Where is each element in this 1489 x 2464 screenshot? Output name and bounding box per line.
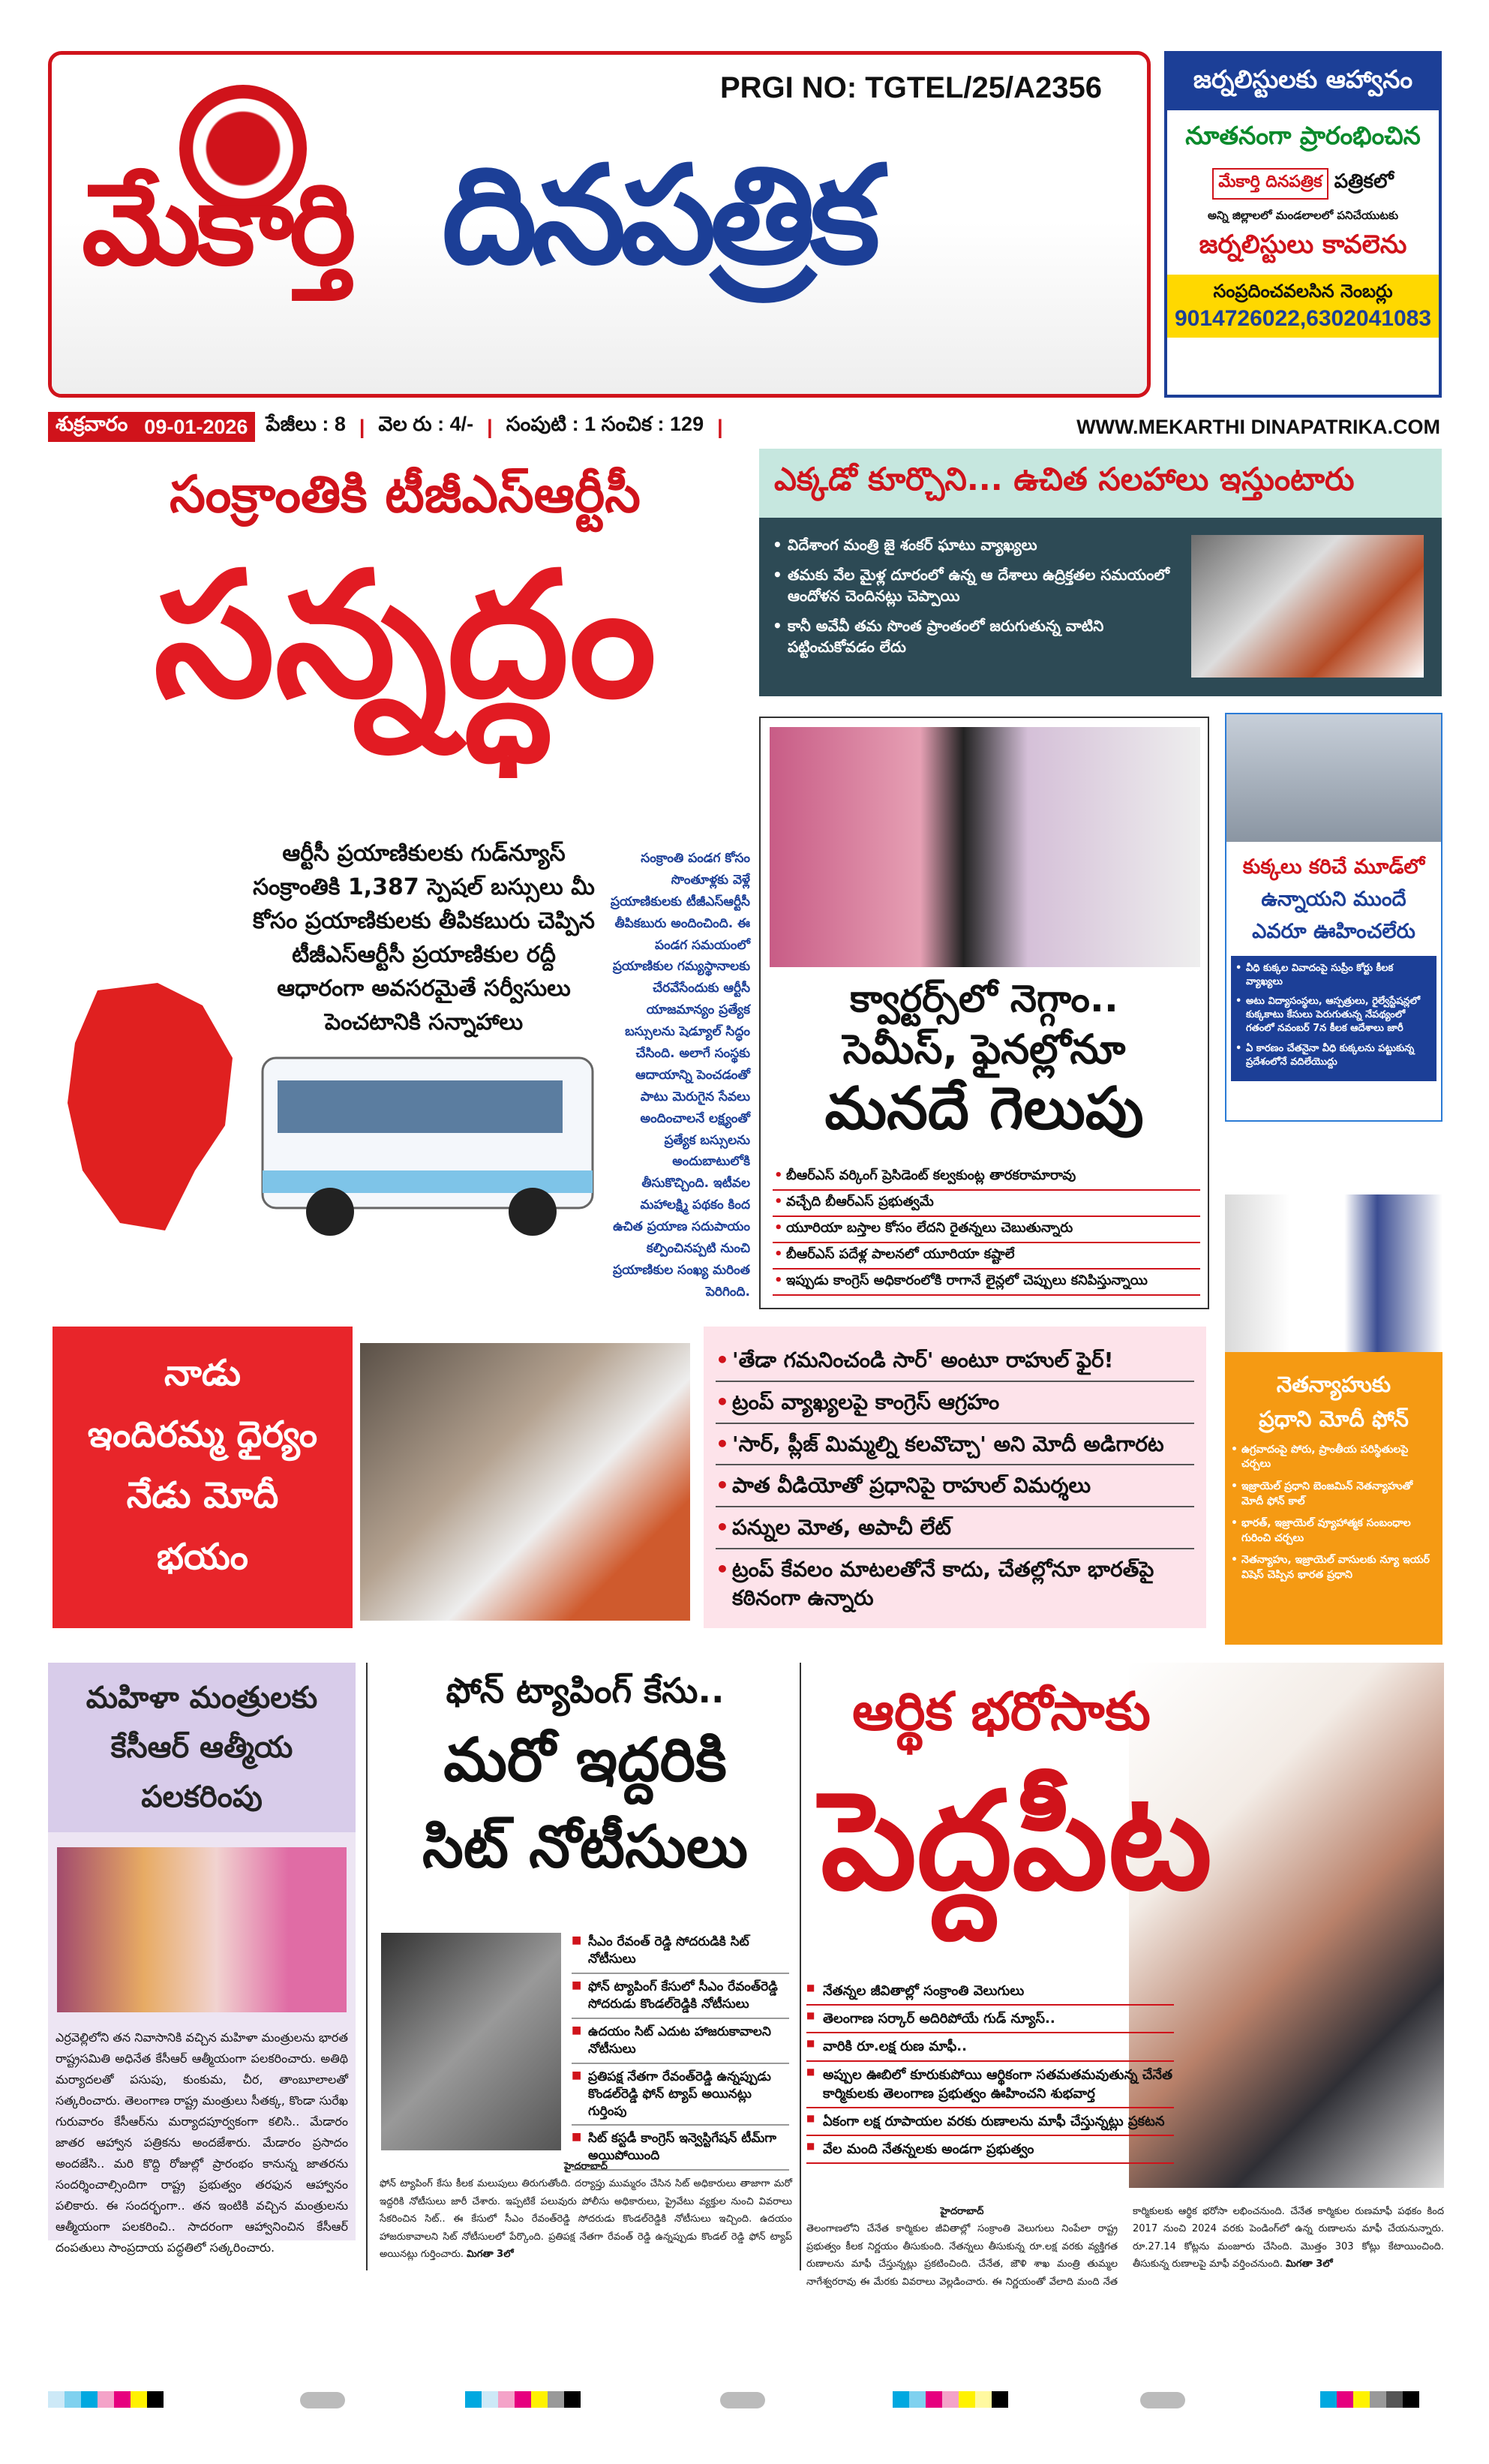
list-item: ■ ఏకంగా లక్ష రూపాయల వరకు రుణాలను మాఫీ చేస్తున్నట్లు ప్రకటన: [806, 2108, 1174, 2136]
rahul-bullets-box: [704, 1327, 1206, 1628]
page-count: పేజీలు : 8: [266, 413, 346, 435]
list-item: • అటు విద్యాసంస్థలు, ఆస్పత్రులు, రైల్వేస్టేషన్లలో కుక్కకాటు కేసులు పెరుగుతున్న నేపథ్యంలో గతంలో నవంబర్ 7న కీలక ఆదేశాలు జారీ: [1235, 995, 1432, 1036]
ad-title: జర్నలిస్టులకు ఆహ్వానం: [1167, 54, 1439, 110]
pt-headline-3: సిట్ నోటీసులు: [422, 1813, 748, 1881]
kcr-headline: [48, 1663, 356, 1832]
weekday: శుక్రవారం: [56, 413, 128, 435]
rahul-photo: [360, 1343, 690, 1621]
kcr-headline-3: పలకరింపు: [141, 1780, 263, 1814]
column-divider: [800, 1663, 801, 2270]
kcr-story: [48, 1663, 356, 2255]
list-item: ■ వేల మంది నేతన్నలకు అండగా ప్రభుత్వం: [806, 2136, 1174, 2164]
dogs-headline: [1226, 851, 1441, 948]
phone-tapping-story: [375, 1663, 795, 2270]
list-item: • భారత్, ఇజ్రాయెల్ వ్యూహాత్మక సంబంధాల గురించి చర్చలు: [1231, 1516, 1436, 1546]
print-color-bar: [465, 2391, 581, 2408]
separator: |: [359, 415, 365, 438]
revanth-story: [806, 1663, 1444, 2288]
masthead-title-red: మేకార్తి: [82, 160, 352, 290]
list-item: • పాత వీడియోతో ప్రధానిపై రాహుల్ విమర్శలు: [716, 1465, 1194, 1507]
rahul-bullets: [704, 1327, 1206, 1632]
rahul-headline-1: నాడు: [164, 1352, 241, 1394]
telangana-map-icon: [53, 975, 248, 1246]
jaishankar-headline: ఎక్కడో కూర్చొని... ఉచిత సలహాలు ఇస్తుంటారు: [759, 449, 1442, 518]
list-item: • ట్రంప్ కేవలం మాటలతోనే కాదు, చేతల్లోనూ భారత్‌పై కఠినంగా ఉన్నారు: [716, 1549, 1194, 1618]
list-item: • ట్రంప్ వ్యాఖ్యలపై కాంగ్రెస్ ఆగ్రహం: [716, 1382, 1194, 1424]
separator: |: [487, 415, 493, 438]
list-item: • తమకు వేల మైళ్ల దూరంలో ఉన్న ఆ దేశాలు ఉద్రిక్తతల సమయంలో ఆందోళన చెందినట్లు చెప్పాయి: [773, 564, 1193, 606]
registration-mark: [300, 2392, 345, 2408]
ktr-photo: [770, 727, 1200, 967]
list-item: • నెతన్యాహు, ఇజ్రాయెల్ వాసులకు న్యూ ఇయర్ విషెస్ చెప్పిన భారత ప్రధాని: [1231, 1553, 1436, 1582]
pt-dateline: హైదరాబాద్: [564, 2161, 608, 2172]
list-item: • ఇప్పుడు కాంగ్రెస్ అధికారంలోకి రాగానే లైన్లలో చెప్పులు కనిపిస్తున్నాయి: [773, 1270, 1200, 1296]
registration-mark: [720, 2392, 765, 2408]
modi-netanyahu-photo: [1225, 1194, 1442, 1352]
pt-headline-2: మరో ఇద్దరికి: [443, 1724, 727, 1795]
pt-bullets: [572, 1929, 789, 2171]
revanth-headline-2: పెద్దపీట: [820, 1762, 1212, 1920]
pt-continued: మిగతా 3లో: [467, 2248, 514, 2260]
ktr-headline-3: మనదే గెలుపు: [824, 1074, 1144, 1143]
ad-chip: మేకార్తి దినపత్రిక: [1212, 168, 1328, 200]
netanyahu-headline-2: ప్రధాని మోదీ ఫోన్: [1259, 1406, 1409, 1432]
print-color-bar: [1320, 2391, 1419, 2408]
revanth-headline-1: ఆర్థిక భరోసాకు: [852, 1681, 1151, 1742]
dogs-story: [1225, 713, 1442, 1122]
date-bar: [48, 411, 1440, 443]
list-item: ■ వారికి రూ.లక్ష రుణ మాఫీ..: [806, 2033, 1174, 2061]
dogs-headline-2: ఉన్నాయని ముందే: [1261, 888, 1406, 912]
prgi-number: PRGI NO: TGTEL/25/A2356: [719, 71, 1102, 104]
list-item: • ఉగ్రవాదంపై పోరు, ప్రాంతీయ పరిస్థితులపై చర్చలు: [1231, 1443, 1436, 1472]
rahul-headline-box: [53, 1327, 353, 1628]
list-item: ■ అప్పుల ఊబిలో కూరుకుపోయి ఆర్థికంగా సతమతమవుతున్న చేనేత కార్మికులకు తెలంగాణ ప్రభుత్వం ఊహించని శుభవార్త: [806, 2062, 1174, 2108]
lead-headline: సన్నద్ధం: [153, 533, 657, 736]
ktr-headline-2: సెమీస్, ఫైనల్లోనూ: [842, 1026, 1126, 1073]
list-item: • యూరియా బస్తాల కోసం లేదని రైతన్నలు చెబుతున్నారు: [773, 1217, 1200, 1243]
list-item: • కానీ అవేవీ తమ సొంత ప్రాంతంలో జరుగుతున్న వాటిని పట్టించుకోవడం లేదు: [773, 615, 1193, 657]
dogs-headline-1: కుక్కలు కరిచే మూడ్‌లో: [1242, 855, 1425, 879]
list-item: • వీధి కుక్కల వివాదంపై సుప్రీం కోర్టు కీలక వ్యాఖ్యలు: [1235, 962, 1432, 989]
list-item: • వచ్చేది బీఆర్‌ఎస్ ప్రభుత్వమే: [773, 1191, 1200, 1217]
rahul-headline-4: భయం: [156, 1535, 249, 1578]
list-item: ■ తెలంగాణ సర్కార్ అదిరిపోయే గుడ్ న్యూస్..: [806, 2006, 1174, 2033]
issue-date: 09-01-2026: [144, 415, 248, 438]
masthead-title-blue: దినపత్రిక: [442, 137, 875, 294]
list-item: • పన్నుల మోత, అపాచీ లేట్: [716, 1507, 1194, 1549]
kcr-headline-1: మహిళా మంత్రులకు: [86, 1681, 318, 1715]
pt-headline-1: ఫోన్ ట్యాపింగ్ కేసు..: [446, 1670, 725, 1711]
ad-line4: అన్ని జిల్లాలలో మండలాలలో పనిచేయుటకు: [1207, 209, 1399, 222]
ad-line2: నూతనంగా ప్రారంభించిన: [1185, 121, 1421, 150]
list-item: ■ ప్రతిపక్ష నేతగా రేవంత్‌రెడ్డి ఉన్నప్పుడు కొండల్‌రెడ్డి ఫోన్ ట్యాప్ అయినట్లు గుర్తింపు: [572, 2064, 789, 2126]
revanth-body-text: తెలంగాణలోని చేనేత కార్మికుల జీవితాల్లో సంక్రాంతి వెలుగులు నింపేలా రాష్ట్ర ప్రభుత్వం కీలక నిర్ణయం తీసుకుంది. నేతన్నలు తీసుకున్న రూ.లక్ష వరకు వ్యక్తిగత రుణాలను మాఫీ చేస్తున్నట్లు ప్రకటించింది. చేనేత, జౌళి శాఖ మంత్రి తుమ్మల నాగేశ్వరరావు ఈ మేరకు వివరాలు వెల్లడించారు. ఈ నిర్ణయంతో వేలాది మంది నేత కార్మికులకు ఆర్థిక భరోసా లభించనుంది. చేనేత కార్మికుల రుణమాఫీ పథకం కింద 2017 నుంచి 2024 వరకు పెండింగ్‌లో ఉన్న రుణాలను మాఫీ చేయనున్నారు. రూ.27.14 కోట్లను మంజూరు చేసింది. మొత్తం 303 కోట్లు కేటాయించింది. తీసుకున్న రుణాలపై మాఫీ వర్తించనుంది.: [806, 2206, 1444, 2288]
list-item: • 'సార్, ప్లీజ్ మిమ్మల్ని కలవొచ్చా' అని మోదీ అడిగారట: [716, 1424, 1194, 1466]
ad-line3: [1167, 168, 1439, 200]
ktr-bullets: [773, 1164, 1200, 1296]
print-color-bar: [893, 2391, 1008, 2408]
dogs-headline-3: ఎవరూ ఊహించలేరు: [1252, 920, 1415, 944]
journalist-ad: [1164, 51, 1442, 398]
list-item: ■ ఫోన్ ట్యాపింగ్ కేసులో సీఎం రేవంత్‌రెడ్డి సోదరుడు కొండల్‌రెడ్డికి నోటీసులు: [572, 1974, 789, 2019]
revanth-dateline: హైదరాబాద్: [940, 2206, 984, 2217]
masthead: [48, 51, 1151, 398]
rahul-headline-3: నేడు మోదీ: [126, 1474, 279, 1517]
rahul-headline-2: ఇందిరమ్మ ధైర్యం: [87, 1413, 318, 1456]
list-item: ■ ఉదయం సిట్ ఎదుట హాజరుకావాలని నోటీసులు: [572, 2019, 789, 2064]
list-item: • 'తేడా గమనించండి సార్' అంటూ రాహుల్ ఫైర్!: [716, 1340, 1194, 1382]
ad-contact-numbers: 9014726022,6302041083: [1174, 306, 1432, 331]
column-divider: [366, 1663, 368, 2270]
revanth-continued: మిగతా 3లో: [1286, 2258, 1333, 2270]
price: వెల రు : 4/-: [378, 413, 474, 435]
print-color-bar: [48, 2391, 164, 2408]
lead-kicker: సంక్రాంతికి టీజీఎస్ఆర్టీసీ: [170, 465, 641, 524]
bus-image-icon: [248, 1035, 608, 1253]
list-item: • ఇజ్రాయెల్ ప్రధాని బెంజమిన్ నెతన్యాహుతో మోదీ ఫోన్ కాల్: [1231, 1480, 1436, 1509]
lead-sidebar: సంక్రాంతి పండగ కోసం సొంతూళ్లకు వెళ్లే ప్రయాణికులకు టీజీఎస్ఆర్టీసీ తీపికబురు అందించింది. ఈ పండగ సమయంలో ప్రయాణికుల గమ్యస్థానాలకు చేరవేసేందుకు ఆర్టీసీ యాజమాన్యం ప్రత్యేక బస్సులను షెడ్యూల్ సిద్ధం చేసింది. అలాగే సంస్థకు ఆదాయాన్ని పెంచడంతో పాటు మెరుగైన సేవలు అందించాలనే లక్ష్యంతో ప్రత్యేక బస్సులను అందుబాటులోకి తీసుకొచ్చింది. ఇటీవల మహాలక్ష్మి పథకం కింద ఉచిత ప్రయాణ సదుపాయం కల్పించినప్పటి నుంచి ప్రయాణికుల సంఖ్య మరింత పెరిగింది.: [610, 851, 750, 1300]
dogs-photo: [1226, 714, 1441, 842]
pt-body-text: ఫోన్ ట్యాపింగ్ కేసు కీలక మలుపులు తిరుగుతోంది. దర్యాప్తు ముమ్మరం చేసిన సిట్ అధికారులు తాజాగా మరో ఇద్దరికి నోటీసులు జారీ చేశారు. ఇప్పటికే పలువురు పోలీసు అధికారులు, ప్రైవేటు వ్యక్తుల నుంచి వివరాలు సేకరించిన సిట్.. ఈ కేసులో సీఎం రేవంత్‌రెడ్డి సోదరుడు కొండల్‌రెడ్డికి నోటీసులు ఇచ్చింది. ఉదయం హాజరుకావాలని సిట్ నోటీసులలో పేర్కొంది. ప్రతిపక్ష నేతగా రేవంత్ రెడ్డి ఉన్నప్పుడు కొండల్ రెడ్డి ఫోన్ ట్యాప్ అయినట్లు గుర్తించారు.: [380, 2178, 792, 2260]
volume-issue: సంపుటి : 1 సంచిక : 129: [506, 413, 704, 435]
netanyahu-story: [1225, 1194, 1442, 1645]
jaishankar-story: [759, 449, 1442, 696]
kcr-headline-2: కేసీఆర్ ఆత్మీయ: [110, 1730, 293, 1765]
ad-line5: జర్నలిస్టులు కావలెను: [1199, 230, 1407, 260]
revanth-bullets: [806, 1978, 1174, 2164]
ad-line3-text: పత్రికలో: [1334, 170, 1394, 193]
list-item: ■ సిట్ కస్టడీ కాంగ్రెస్ ఇన్వెస్టిగేషన్ టీమ్‌గా అయిపోయింది: [572, 2126, 789, 2171]
dogs-bullets: [1231, 956, 1436, 1081]
revanth-body: [806, 2203, 1444, 2291]
pt-body: [380, 2158, 792, 2263]
separator: |: [717, 415, 723, 438]
registration-mark: [1140, 2392, 1185, 2408]
kcr-body: ఎర్రవెల్లిలోని తన నివాసానికి వచ్చిన మహిళా మంత్రులను భారత రాష్ట్రసమితి అధినేత కేసీఆర్ ఆత్మీయంగా పలకరించారు. అతిథి మర్యాదలతో పసుపు, కుంకుమ, చీర, తాంబూలాలతో సత్కరించారు. తెలంగాణ రాష్ట్ర మంత్రులు సీతక్క, కొండా సురేఖ గురువారం కేసీఆర్‌ను మర్యాదపూర్వకంగా కలిసి.. మేడారం జాతర ఆహ్వాన పత్రికను అందజేశారు. మేడారం ప్రసాదం అందజేసి.. మరి కొద్ది రోజుల్లో ప్రారంభం కానున్న జాతరను సందర్శించాల్సిందిగా రాష్ట్ర ప్రభుత్వం తరఫున ఆహ్వానం పలికారు. ఈ సందర్భంగా.. తన ఇంటికి వచ్చిన మంత్రులను ఆత్మీయంగా పలకరించి.. సాదరంగా ఆహ్వానించిన కేసీఆర్ దంపతులు సాంప్రదాయ పద్ధతిలో సత్కరించారు.: [56, 2030, 348, 2255]
website-link[interactable]: WWW.MEKARTHI DINAPATRIKA.COM: [1076, 415, 1440, 438]
jaishankar-bullets: [773, 534, 1193, 657]
lead-lede: ఆర్టీసీ ప్రయాణికులకు గుడ్‌న్యూస్ సంక్రాంతికి 1,387 స్పెషల్ బస్సులు మీ కోసం ప్రయాణికులకు తీపికబురు చెప్పిన టీజీఎస్ఆర్టీసీ ప్రయాణికుల రద్దీ ఆధారంగా అవసరమైతే సర్వీసులు పెంచటానికి సన్నాహాలు: [253, 840, 595, 1035]
ktr-headline-1: క్వార్టర్స్‌లో నెగ్గాం..: [850, 977, 1118, 1020]
list-item: • బీఆర్‌ఎస్ వర్కింగ్ ప్రెసిడెంట్ కల్వకుంట్ల తారకరామారావు: [773, 1164, 1200, 1191]
ad-contact: [1167, 275, 1439, 338]
list-item: ■ నేతన్నల జీవితాల్లో సంక్రాంతి వెలుగులు: [806, 1978, 1174, 2006]
list-item: • ఏ కారణం చేతనైనా వీధి కుక్కలను పట్టుకున్న ప్రదేశంలోనే వదిలేయొద్దు: [1235, 1042, 1432, 1069]
list-item: • విదేశాంగ మంత్రి జై శంకర్ ఘాటు వ్యాఖ్యలు: [773, 534, 1193, 555]
kcr-photo: [57, 1847, 347, 2012]
jaishankar-photo: [1191, 535, 1424, 678]
phone-tapping-photo: [381, 1933, 561, 2150]
ktr-story: [759, 717, 1209, 1309]
ad-contact-label: సంప్రదించవలసిన నెంబర్లు: [1213, 281, 1393, 302]
list-item: • బీఆర్‌ఎస్ పదేళ్ల పాలనలో యూరియా కష్టాలే: [773, 1243, 1200, 1270]
netanyahu-headline-1: నెతన్యాహుకు: [1276, 1372, 1391, 1397]
netanyahu-headline: [1225, 1367, 1442, 1437]
list-item: ■ సీఎం రేవంత్ రెడ్డి సోదరుడికి సిట్ నోటీసులు: [572, 1929, 789, 1974]
date-block: [48, 412, 255, 442]
netanyahu-bullets: [1231, 1443, 1436, 1583]
